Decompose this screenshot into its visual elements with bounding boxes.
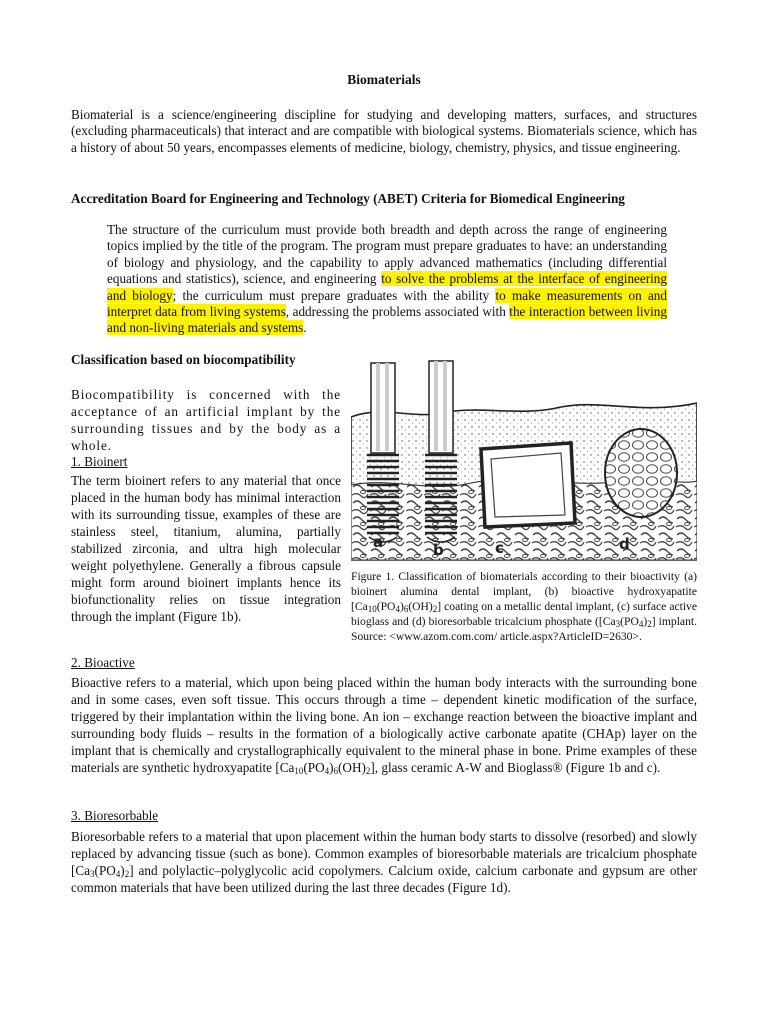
figure-1-illustration	[351, 355, 697, 570]
page-title: Biomaterials	[347, 72, 421, 87]
implant-d	[605, 429, 677, 517]
bioinert-paragraph: The term bioinert refers to any material that once placed in the human body has minimal interaction with its surrounding tissue, examples of these are stainless steel, titanium, alumina, partially stabilized zirconia, and ultra high molecular weight polyethylene. Generally a fibrous capsule might form around bioinert implants hence its biofunctionality relies on tissue integration through the implant (Figure 1b).	[71, 473, 341, 624]
abet-heading: Accreditation Board for Engineering and Technology (ABET) Criteria for Biomedical Engineering	[71, 191, 625, 206]
bioactive-heading: 2. Bioactive	[71, 655, 135, 670]
figure-1-caption: Figure 1. Classification of biomaterials according to their bioactivity (a) bioinert alumina dental implant, (b) bioactive hydroxyapatite $[Ca_{10}(PO_4)_6(OH)_2]$ coating on a metallic dental implant, (c) surface active bioglass and (d) bioresorbable tricalcium phosphate ($[Ca_3(PO_4)_2]$ implant. Source: <www.azom.com.com/ article.aspx?ArticleID=2630>.	[351, 570, 697, 643]
highlight-2: to make measurements on and interpret data from living systems	[107, 287, 667, 320]
implant-b	[425, 361, 457, 542]
figure-label-a: a	[373, 533, 384, 551]
figure-label-c: c	[495, 539, 504, 557]
classification-heading: Classification based on biocompatibility	[71, 352, 296, 367]
figure-label-d: d	[619, 535, 630, 553]
implant-c	[481, 443, 575, 527]
bioresorbable-heading: 3. Bioresorbable	[71, 808, 159, 823]
highlight-3: the interaction between living and non-living materials and systems	[107, 304, 667, 336]
intro-paragraph: Biomaterial is a science/engineering discipline for studying and developing matters, surfaces, and structures (excluding pharmaceuticals) that interact and are compatible with biological systems. Biomaterials science, which has a history of about 50 years, encompasses elements of medicine, biology, chemistry, physics, and tissue engineering.	[71, 107, 697, 155]
highlight-1: to solve the problems at the interface of engineering and biology	[107, 271, 667, 303]
biocompatibility-paragraph: Biocompatibility is concerned with the acceptance of an artificial implant by the surrounding tissues and by the body as a whole.	[71, 387, 341, 453]
implant-a	[367, 363, 399, 542]
bioinert-heading: 1. Bioinert	[71, 454, 128, 469]
bioactive-paragraph: Bioactive refers to a material, which upon being placed within the human body interacts with the surrounding bone and in some cases, even soft tissue. This occurs through a time – dependent kinetic modification of the surface, triggered by their implantation within the living bone. An ion – exchange reaction between the bioactive implant and surrounding body fluids – results in the formation of a biologically active carbonate apatite (CHAp) layer on the implant that is chemically and crystallographically equivalent to the mineral phase in bone. Prime examples of these materials are synthetic hydroxyapatite $[Ca_{10}(PO_4)_6(OH)_2]$, glass ceramic A-W and Bioglass® (Figure 1b and c).	[71, 675, 697, 776]
bioresorbable-paragraph: Bioresorbable refers to a material that upon placement within the human body starts to dissolve (resorbed) and slowly replaced by advancing tissue (such as bone). Common examples of bioresorbable materials are tricalcium phosphate $[Ca_3(PO_4)_2]$ and polylactic–polyglycolic acid copolymers. Calcium oxide, calcium carbonate and gypsum are other common materials that have been utilized during the last three decades (Figure 1d).	[71, 829, 697, 895]
abet-criteria-paragraph: The structure of the curriculum must provide both breadth and depth across the range of engineering topics implied by the title of the program. The program must prepare graduates to have: an understanding of biology and physiology, and the capability to apply advanced mathematics (including differential equations and statistics), science, and engineering to solve the problems at the interface of engineering and biology; the curriculum must prepare graduates with the ability to make measurements on and interpret data from living systems, addressing the problems associated with the interaction between living and non-living materials and systems.	[107, 222, 667, 336]
figure-label-b: b	[433, 541, 444, 559]
